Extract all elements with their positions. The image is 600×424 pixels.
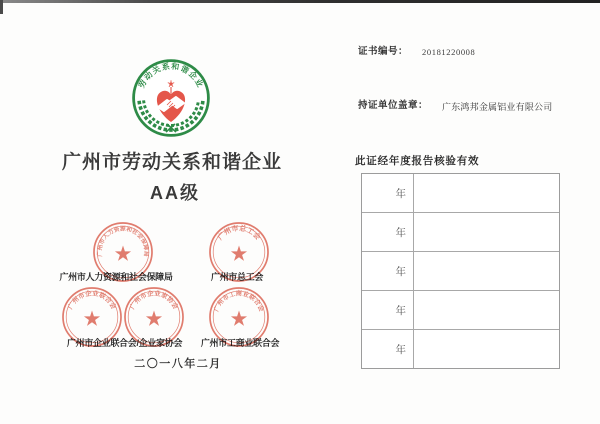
scan-edge-artifact-left (0, 0, 3, 14)
holder-label: 持证单位盖章： (358, 100, 429, 111)
seal-caption-enterprise-federation: 广州市企业联合会/企业家协会 (66, 338, 183, 348)
star-icon (231, 311, 247, 326)
seal-industry-commerce-federation (208, 286, 270, 348)
seal-arc-text: 广州市人力资源和社会保障局 (97, 226, 149, 257)
blank-cell (414, 252, 559, 290)
logo-arc-text: 劳动关系和谐企业 (136, 61, 206, 90)
seal-arc-text: 广州市企业家协会 (129, 290, 179, 311)
table-row (362, 252, 559, 291)
star-icon (115, 246, 131, 261)
issue-date: 二〇一八年二月 (134, 358, 222, 370)
seal-caption-industry-commerce: 广州市工商业联合会 (200, 338, 280, 348)
cert-number-label: 证书编号： (358, 46, 409, 57)
cert-number-row (358, 43, 475, 57)
star-icon (146, 311, 162, 326)
star-icon (84, 311, 100, 326)
seal-caption-trade-union: 广州市总工会 (210, 272, 264, 282)
seal-caption-hr-bureau: 广州市人力资源和社会保障局 (59, 272, 173, 282)
table-row (362, 174, 559, 213)
blank-cell (414, 291, 559, 329)
certificate-grade: AA级 (150, 183, 200, 203)
seal-arc-text: 广州市工商业联合会 (213, 290, 265, 313)
blank-cell (414, 174, 559, 212)
blank-cell (414, 330, 559, 368)
table-row (362, 330, 559, 368)
seal-arc-text: 广州市总工会 (216, 225, 262, 242)
cert-number-value: 20181220008 (422, 46, 476, 57)
seal-arc-text: 广州市企业联合会 (67, 290, 117, 311)
year-cell: 年 (362, 291, 414, 329)
star-icon (231, 246, 247, 261)
year-cell: 年 (362, 330, 414, 368)
holder-row (358, 97, 552, 113)
scan-edge-artifact-top (0, 0, 600, 3)
annual-verification-table (361, 173, 560, 369)
seal-enterprise-federation (61, 286, 123, 348)
seal-entrepreneurs-association (123, 286, 185, 348)
seal-trade-union (208, 221, 270, 283)
table-row (362, 291, 559, 330)
validity-caption: 此证经年度报告核验有效 (355, 155, 480, 167)
year-cell: 年 (362, 213, 414, 251)
table-row (362, 213, 559, 252)
year-cell: 年 (362, 252, 414, 290)
holder-company-name: 广东鸿邦金属铝业有限公司 (442, 101, 553, 112)
harmony-logo (131, 58, 211, 138)
year-cell: 年 (362, 174, 414, 212)
blank-cell (414, 213, 559, 251)
seal-hr-social-security-bureau (92, 221, 154, 283)
certificate-title: 广州市劳动关系和谐企业 (61, 152, 282, 173)
